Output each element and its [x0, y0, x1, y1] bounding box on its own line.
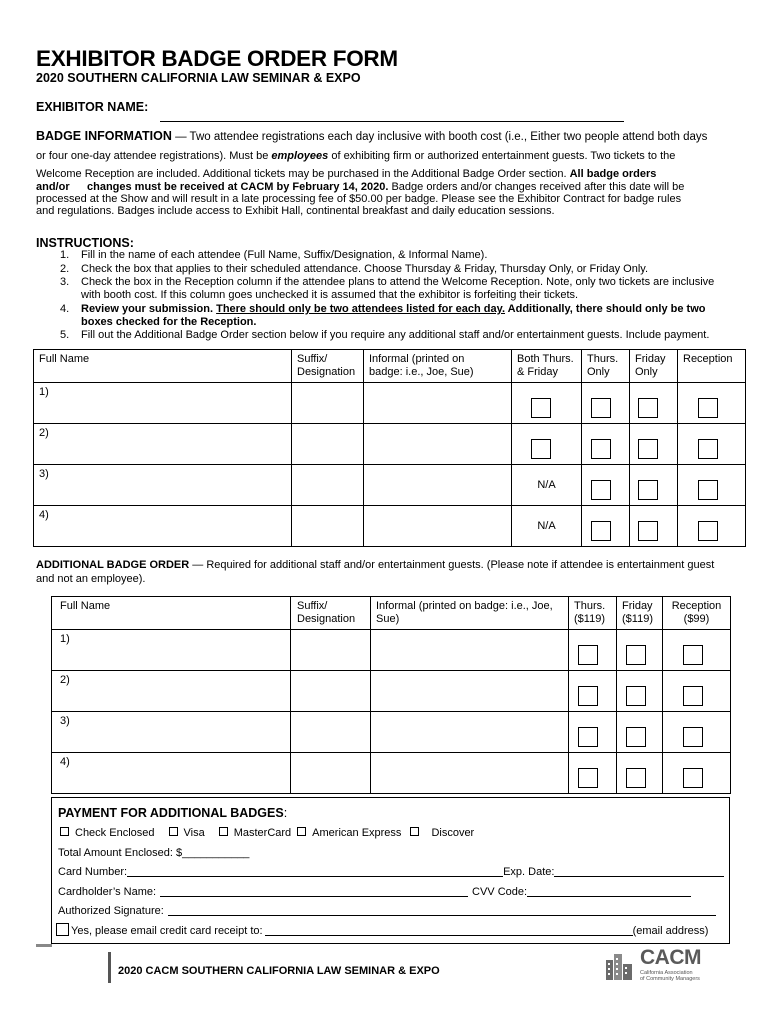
cardholder-name-label: Cardholder’s Name:: [58, 886, 157, 898]
fri-only-checkbox[interactable]: [638, 398, 658, 418]
discover-checkbox[interactable]: [410, 827, 419, 836]
additional-badge-line-1: ADDITIONAL BADGE ORDER — Required for additional staff and/or entertainment guests. (Please note if attendee is entertainment guest: [36, 559, 715, 571]
attendee-table: [33, 349, 746, 547]
instruction-4: Review your submission. There should only be two attendees listed for each day. Additionally, there should only be two: [81, 303, 706, 315]
additional-table-header: [52, 597, 731, 630]
card-number-label: Card Number:: [58, 866, 128, 878]
cacm-logo-text: CACM: [640, 946, 701, 969]
cardholder-row: [58, 886, 691, 898]
suffix-cell[interactable]: [291, 630, 371, 671]
exhibitor-name-label: EXHIBITOR NAME:: [36, 100, 149, 114]
instructions-heading: INSTRUCTIONS:: [36, 236, 134, 250]
informal-cell[interactable]: [371, 753, 569, 794]
instruction-2: Check the box that applies to their scheduled attendance. Choose Thursday & Friday, Thursday Only, or Friday Only.: [81, 263, 648, 275]
badge-info-line-1: BADGE INFORMATION — Two attendee registrations each day inclusive with booth cost (i.e., Either two people attend both days: [36, 129, 708, 143]
instruction-5: Fill out the Additional Badge Order section below if you require any additional staff and/or entertainment guests. Include payment.: [81, 329, 710, 341]
suffix-cell[interactable]: [291, 753, 371, 794]
total-amount-field[interactable]: Total Amount Enclosed: $___________: [58, 847, 250, 859]
reception-checkbox[interactable]: [683, 727, 703, 747]
friday-checkbox[interactable]: [626, 768, 646, 788]
badge-info-line-3: Welcome Reception are included. Additional tickets may be purchased in the Additional Badge Order section. All badge orders: [36, 168, 657, 180]
cacm-logo-tagline: California Association of Community Managers: [640, 970, 700, 982]
full-name-cell[interactable]: 4): [52, 753, 291, 794]
full-name-cell[interactable]: 3): [34, 465, 292, 506]
both-days-checkbox[interactable]: [531, 439, 551, 459]
suffix-cell[interactable]: [292, 506, 364, 547]
informal-cell[interactable]: [371, 630, 569, 671]
building-icon: [604, 950, 636, 982]
both-days-na: N/A: [512, 506, 582, 547]
informal-cell[interactable]: [371, 712, 569, 753]
check-enclosed-label: Check Enclosed: [75, 827, 155, 839]
col-thurs: Thurs. ($119): [569, 597, 617, 630]
amex-checkbox[interactable]: [297, 827, 306, 836]
thurs-only-checkbox[interactable]: [591, 521, 611, 541]
instruction-num-4: 4.: [60, 303, 70, 315]
form-subtitle: 2020 SOUTHERN CALIFORNIA LAW SEMINAR & EXPO: [36, 71, 361, 85]
badge-info-line-4: changes must be received at CACM by February 14, 2020. Badge orders and/or changes received after this date will be: [87, 181, 685, 193]
table-row: [34, 383, 746, 424]
badge-info-line-4-a: and/or: [36, 181, 70, 193]
attendee-table-header: [34, 350, 746, 383]
table-row: [52, 753, 731, 794]
discover-label: Discover: [431, 827, 475, 839]
col-suffix: Suffix/ Designation: [291, 597, 371, 630]
badge-info-heading: BADGE INFORMATION: [36, 129, 172, 143]
friday-checkbox[interactable]: [626, 645, 646, 665]
instruction-4-cont: boxes checked for the Reception.: [81, 316, 257, 328]
suffix-cell[interactable]: [291, 712, 371, 753]
col-reception: Reception ($99): [663, 597, 731, 630]
informal-cell[interactable]: [364, 383, 512, 424]
suffix-cell[interactable]: [291, 671, 371, 712]
suffix-cell[interactable]: [292, 383, 364, 424]
table-row: [34, 424, 746, 465]
col-suffix: Suffix/ Designation: [292, 350, 364, 383]
friday-checkbox[interactable]: [626, 727, 646, 747]
col-both-days: Both Thurs. & Friday: [512, 350, 582, 383]
col-reception: Reception: [678, 350, 746, 383]
signature-label: Authorized Signature:: [58, 905, 164, 917]
suffix-cell[interactable]: [292, 465, 364, 506]
cardholder-name-field[interactable]: [160, 886, 468, 897]
col-friday: Friday ($119): [617, 597, 663, 630]
full-name-cell[interactable]: 1): [34, 383, 292, 424]
exp-date-field[interactable]: [554, 866, 724, 877]
payment-method-options: [58, 827, 474, 839]
reception-checkbox[interactable]: [698, 439, 718, 459]
full-name-cell[interactable]: 4): [34, 506, 292, 547]
reception-checkbox[interactable]: [683, 645, 703, 665]
reception-checkbox[interactable]: [698, 398, 718, 418]
fri-only-checkbox[interactable]: [638, 521, 658, 541]
footer-accent-line: [36, 944, 52, 947]
full-name-cell[interactable]: 2): [34, 424, 292, 465]
instruction-num-5: 5.: [60, 329, 70, 341]
mastercard-checkbox[interactable]: [219, 827, 228, 836]
thurs-only-checkbox[interactable]: [591, 398, 611, 418]
visa-label: Visa: [183, 827, 205, 839]
thurs-only-checkbox[interactable]: [591, 439, 611, 459]
signature-row: [58, 905, 716, 917]
col-thurs-only: Thurs. Only: [582, 350, 630, 383]
full-name-cell[interactable]: 2): [52, 671, 291, 712]
reception-checkbox[interactable]: [683, 686, 703, 706]
informal-cell[interactable]: [371, 671, 569, 712]
full-name-cell[interactable]: 1): [52, 630, 291, 671]
instruction-num-2: 2.: [60, 263, 70, 275]
exhibitor-name-field[interactable]: [160, 121, 624, 122]
badge-info-line-6: and regulations. Badges include access to Exhibit Hall, continental breakfast and daily education sessions.: [36, 205, 555, 217]
reception-checkbox[interactable]: [698, 480, 718, 500]
footer-title: 2020 CACM SOUTHERN CALIFORNIA LAW SEMINAR & EXPO: [118, 965, 440, 977]
table-row: [34, 506, 746, 547]
instruction-1: Fill in the name of each attendee (Full Name, Suffix/Designation, & Informal Name).: [81, 249, 488, 261]
informal-cell[interactable]: [364, 424, 512, 465]
both-days-na: N/A: [512, 465, 582, 506]
exp-date-label: Exp. Date:: [503, 866, 555, 878]
col-informal: Informal (printed on badge: i.e., Joe, Sue): [371, 597, 569, 630]
table-row: [52, 671, 731, 712]
amex-label: American Express: [312, 827, 402, 839]
table-row: [52, 712, 731, 753]
additional-badge-table: [51, 596, 731, 794]
thurs-only-checkbox[interactable]: [591, 480, 611, 500]
thurs-checkbox[interactable]: [578, 768, 598, 788]
col-full-name: Full Name: [34, 350, 292, 383]
mastercard-label: MasterCard: [233, 827, 292, 839]
instruction-3-cont: with booth cost. If this column goes unchecked it is assumed that the exhibitor is forfeiting their tickets.: [81, 289, 579, 301]
col-fri-only: Friday Only: [630, 350, 678, 383]
payment-section: [51, 797, 730, 944]
informal-cell[interactable]: [364, 506, 512, 547]
both-days-checkbox[interactable]: [531, 398, 551, 418]
email-receipt-row: [56, 923, 708, 937]
card-number-row: [58, 866, 724, 878]
additional-badge-line-2: and not an employee).: [36, 573, 146, 585]
email-receipt-checkbox[interactable]: [56, 923, 69, 936]
informal-cell[interactable]: [364, 465, 512, 506]
full-name-cell[interactable]: 3): [52, 712, 291, 753]
instruction-num-1: 1.: [60, 249, 70, 261]
instruction-3: Check the box in the Reception column if the attendee plans to attend the Welcome Reception. Note, only two tickets are inclusive: [81, 276, 715, 288]
reception-checkbox[interactable]: [683, 768, 703, 788]
thurs-checkbox[interactable]: [578, 686, 598, 706]
col-full-name: Full Name: [52, 597, 291, 630]
reception-checkbox[interactable]: [698, 521, 718, 541]
friday-checkbox[interactable]: [626, 686, 646, 706]
email-address-suffix: (email address): [632, 925, 709, 937]
signature-field[interactable]: [168, 905, 716, 916]
visa-checkbox[interactable]: [169, 827, 178, 836]
instruction-num-3: 3.: [60, 276, 70, 288]
additional-badge-heading: ADDITIONAL BADGE ORDER: [36, 559, 190, 571]
payment-heading: PAYMENT FOR ADDITIONAL BADGES:: [58, 806, 288, 820]
footer-divider: [108, 952, 111, 983]
cacm-logo: [604, 948, 724, 984]
form-title: EXHIBITOR BADGE ORDER FORM: [36, 46, 398, 71]
col-informal: Informal (printed on badge: i.e., Joe, Sue): [364, 350, 512, 383]
check-enclosed-checkbox[interactable]: [60, 827, 69, 836]
suffix-cell[interactable]: [292, 424, 364, 465]
badge-info-line-5: processed at the Show and will result in a late processing fee of $50.00 per badge. Please see the Exhibitor Contract for badge rules: [36, 193, 682, 205]
fri-only-checkbox[interactable]: [638, 439, 658, 459]
card-number-field[interactable]: [127, 866, 503, 877]
cvv-field[interactable]: [527, 886, 691, 897]
thurs-checkbox[interactable]: [578, 645, 598, 665]
table-row: [34, 465, 746, 506]
cvv-label: CVV Code:: [472, 886, 528, 898]
thurs-checkbox[interactable]: [578, 727, 598, 747]
email-receipt-label: Yes, please email credit card receipt to:: [71, 925, 263, 937]
badge-info-line-2: or four one-day attendee registrations). Must be employees of exhibiting firm or authorized entertainment guests. Two tickets to the: [36, 150, 676, 162]
table-row: [52, 630, 731, 671]
email-address-field[interactable]: [265, 925, 633, 936]
fri-only-checkbox[interactable]: [638, 480, 658, 500]
